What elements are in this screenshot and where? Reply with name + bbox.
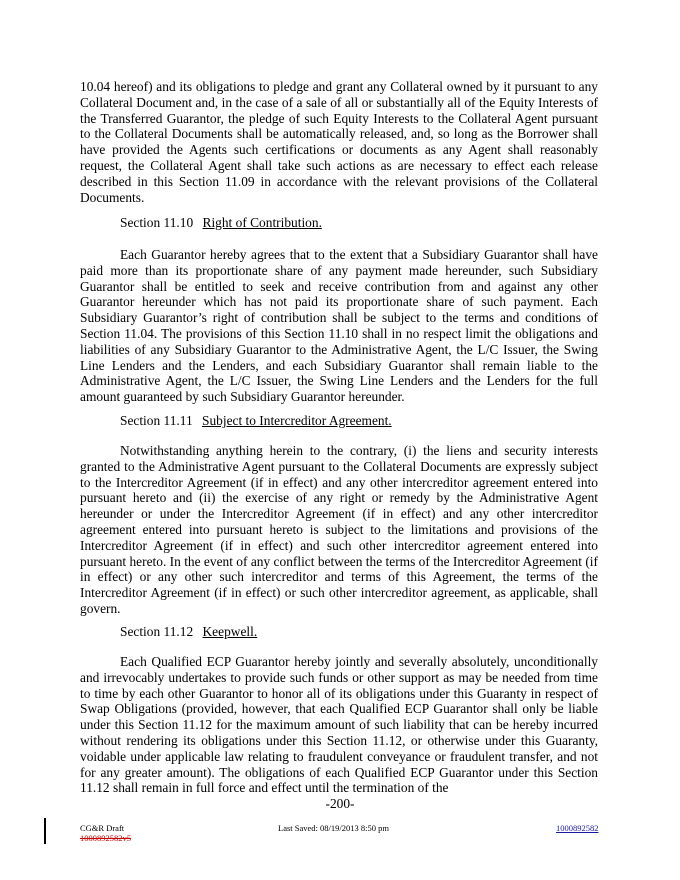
- footer-document-id-link[interactable]: 1000892582: [556, 823, 599, 833]
- section-heading-11-11: [120, 413, 392, 429]
- paragraph-intercreditor: Notwithstanding anything herein to the contrary, (i) the liens and security interests granted to the Administrative Agent pursuant to the Collateral Documents are expressly subject to the Intercreditor Agreement (if in effect) and any other intercreditor agreement entered into pursuant hereto and (ii) the exercise of any right or remedy by the Administrative Agent hereunder or under the Intercreditor Agreement (if in effect) and any other intercreditor agreement entered into pursuant hereto is subject to the limitations and provisions of the Intercreditor Agreement (if in effect) and such other intercreditor agreement entered into pursuant hereto. In the event of any conflict between the terms of the Intercreditor Agreement (if in effect) or any other such intercreditor and terms of this Agreement, the terms of the Intercreditor Agreement (if in effect) or such other intercreditor agreement, as applicable, shall govern.: [80, 443, 598, 616]
- paragraph-continuation: 10.04 hereof) and its obligations to pledge and grant any Collateral owned by it pursuant to any Collateral Document and, in the case of a sale of all or substantially all of the Equity Interests of the Transferred Guarantor, the pledge of such Equity Interests to the Collateral Agent pursuant to the Collateral Documents shall be automatically released, and, so long as the Borrower shall have provided the Agents such certifications or documents as any Agent shall reasonably request, the Collateral Agent shall take such actions as are necessary to effect each release described in this Section 11.09 in accordance with the relevant provisions of the Collateral Documents.: [80, 79, 598, 205]
- section-number: Section 11.10: [120, 215, 194, 230]
- revision-change-bar: [44, 818, 46, 844]
- struck-document-id: 1000892582v5: [80, 833, 131, 843]
- paragraph-contribution: Each Guarantor hereby agrees that to the extent that a Subsidiary Guarantor shall have paid more than its proportionate share of any payment made hereunder, such Subsidiary Guarantor shall be entitled to seek and receive contribution from and against any other Guarantor hereunder which has not paid its proportionate share of such payment. Each Subsidiary Guarantor’s right of contribution shall be subject to the terms and conditions of Section 11.04. The provisions of this Section 11.10 shall in no respect limit the obligations and liabilities of any Subsidiary Guarantor to the Administrative Agent, the L/C Issuer, the Swing Line Lenders and the Lenders, and each Subsidiary Guarantor shall remain liable to the Administrative Agent, the L/C Issuer, the Swing Line Lenders and the Lenders for the full amount guaranteed by such Subsidiary Guarantor hereunder.: [80, 247, 598, 405]
- section-heading-11-10: [120, 215, 322, 231]
- section-title: Right of Contribution.: [202, 215, 322, 230]
- footer-last-saved: Last Saved: 08/19/2013 8:50 pm: [278, 823, 389, 833]
- section-number: Section 11.12: [120, 624, 194, 639]
- draft-label: CG&R Draft: [80, 823, 125, 833]
- footer-draft-info: [80, 823, 131, 843]
- section-heading-11-12: [120, 624, 257, 640]
- section-number: Section 11.11: [120, 413, 193, 428]
- section-title: Subject to Intercreditor Agreement.: [202, 413, 392, 428]
- page-number: -200-: [325, 796, 355, 811]
- paragraph-keepwell: Each Qualified ECP Guarantor hereby jointly and severally absolutely, unconditionally and irrevocably undertakes to provide such funds or other support as may be needed from time to time by each other Guarantor to honor all of its obligations under this Guaranty in respect of Swap Obligations (provided, however, that each Qualified ECP Guarantor shall only be liable under this Section 11.12 for the maximum amount of such liability that can be hereby incurred without rendering its obligations under this Section 11.12, or otherwise under this Guaranty, voidable under applicable law relating to fraudulent conveyance or fraudulent transfer, and not for any greater amount). The obligations of each Qualified ECP Guarantor under this Section 11.12 shall remain in full force and effect until the termination of the: [80, 654, 598, 796]
- section-title: Keepwell.: [202, 624, 258, 639]
